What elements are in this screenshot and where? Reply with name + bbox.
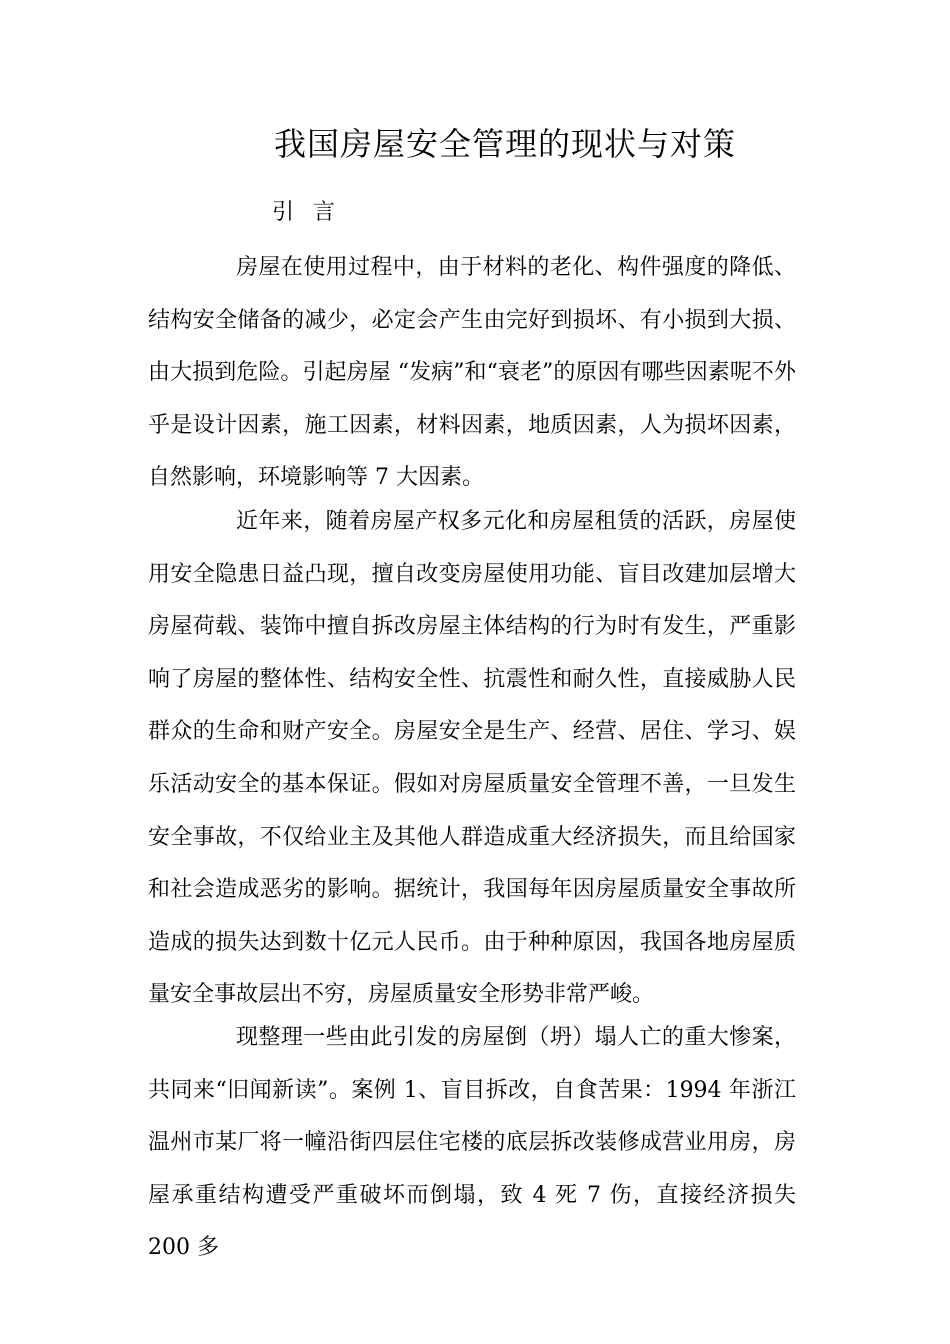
paragraph-3: 现整理一些由此引发的房屋倒（坍）塌人亡的重大惨案，共同来“旧闻新读”。案例 1、盲目拆改，自食苦果：1994 年浙江温州市某厂将一幢沿街四层住宅楼的底层拆改装修成营业用房，房屋承重结构遭受严重破坏而倒塌，致 4 死 7 伤，直接经济损失 200 多 [148, 1025, 796, 1261]
paragraph-1: 房屋在使用过程中，由于材料的老化、构件强度的降低、结构安全储备的减少，必定会产生由完好到损坏、有小损到大损、由大损到危险。引起房屋 “发病”和“衰老”的原因有哪些因素呢不外乎是设计因素，施工因素，材料因素，地质因素，人为损坏因素，自然影响，环境影响等 7 大因素。 [148, 255, 796, 491]
paragraph-2: 近年来，随着房屋产权多元化和房屋租赁的活跃，房屋使用安全隐患日益凸现，擅自改变房屋使用功能、盲目改建加层增大房屋荷载、装饰中擅自拆改房屋主体结构的行为时有发生，严重影响了房屋的整体性、结构安全性、抗震性和耐久性，直接威胁人民群众的生命和财产安全。房屋安全是生产、经营、居住、学习、娱乐活动安全的基本保证。假如对房屋质量安全管理不善，一旦发生安全事故，不仅给业主及其他人群造成重大经济损失，而且给国家和社会造成恶劣的影响。据统计，我国每年因房屋质量安全事故所造成的损失达到数十亿元人民币。由于种种原因，我国各地房屋质量安全事故层出不穷，房屋质量安全形势非常严峻。 [148, 509, 796, 1008]
document-title: 我国房屋安全管理的现状与对策 [273, 125, 736, 163]
section-heading-introduction: 引 言 [272, 200, 341, 225]
